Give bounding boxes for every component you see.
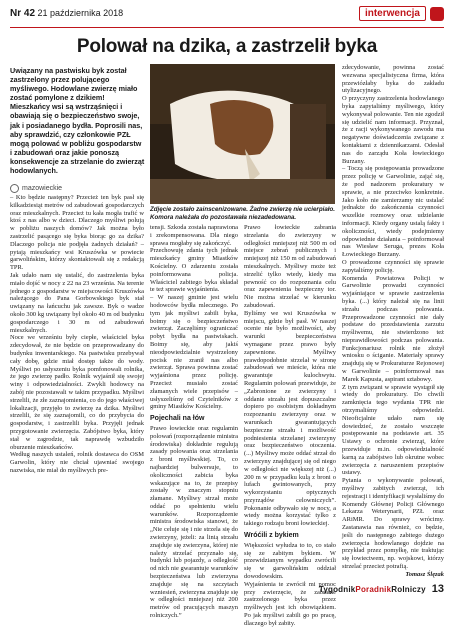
brand-part: Rolniczy <box>391 584 426 594</box>
paragraph: Jak udało nam się ustalić, do zastrzelenia byka miało dojść w nocy z 22 na 23 września. Na terenie jednego z gospodarstw w miejscowości Kruszówka należącego do Pana Gorbowskiego byk stał uwiązany na łańcuchu jak zawsze. Byk o wadze około 300 kg uwiązany był około 40 m od budynku gospodarczego i 30 m od zabudowań mieszkalnych. <box>10 271 144 334</box>
photo-caption: Zdjęcie zostało zainscenizowane. Żadne zwierzę nie ucierpiało. Komora należała do pozostawała niezadedowana. <box>150 206 335 221</box>
page-header <box>10 6 444 26</box>
region-tag <box>10 184 62 193</box>
paragraph: – Toczą się postępowania prowadzone przez policję w Garwolinie, zająć się, że pod nadzorem prokuratury w sprawie, a nie przeciwko konkretnie. Jako koło nie zamierzamy nic ustalać jednakże do zakończenia czynności wszelkie rozmowy oraz udzielanie informacji. Kiedy organy ustalą fakty i okoliczności, wtedy podejmiemy odpowiednie działania – poinformował nas Wiesław Seruga, prezes Koła Łowieckiego Burzany. <box>342 165 444 259</box>
page-footer <box>319 583 444 595</box>
issue-date: 21 października 2018 <box>37 8 124 18</box>
column-4 <box>342 64 444 579</box>
paragraph: Według naszych ustaleń, rolnik dostawca do OSM Garwolin, który nie chciał ujawniać swojego nazwiska, nie miał do myśliwych pre- <box>10 451 144 474</box>
column-3 <box>244 224 336 628</box>
paragraph: Z tym związani w sprawie wystąpił się wtedy do prokuratury. Do chwili zamknięcia tego wydania TPR nie otrzymaliśmy odpowiedzi. Nieoficjalnie udało nam się dowiedzieć, że zostało wszczęte postępowanie na podstawie art. 35 Ustawy o ochronie zwierząt, które przewiduje m.in. odpowiedzialność karną za zabójstwo lub okrutne wobec zwierzęcia z naruszeniem przepisów ustawy. <box>342 383 444 477</box>
column-2 <box>150 224 238 620</box>
paragraph: – Kto będzie następny? Przecież ten byk pasł się kilkadziesiąt metrów od zabudowań gospodarczych oraz mieszkalnych. Przecież tu kała mogła trafić w ktoś z nas albo w dzieci. Dlaczego myśliwi polują w pobliżu naszych domów? Jak można było zastrzelić pasącego się byka biorąc go za dzika? Dlaczego policja nie podjęła żadnych działań? – pytają mieszkańcy wsi Kruszówka w powiecie garwolińskim, którzy skontaktowali się z redakcją TPR. <box>10 194 144 272</box>
page-number: 13 <box>431 583 444 595</box>
column-1 <box>10 194 144 475</box>
paragraph: – W naszej gminie jest wielu hodowców bydła mlecznego. Po tym jak myśliwi zabili byka, boimy się o bezpieczeństwo zwierząt. Zaczęliśmy ograniczać pobyt bydła na pastwiskach. Boimy się, aby jakiś nieodpowiedzialnie wystrzelony pocisk nie zranił nas albo zwierząt. Sprawa powinna zostać wyjaśniona przez policję. Przecież musiało zostać złamanych wiele przepisów – usłyszeliśmy od Czytelników z gminy Miastków Kościelny. <box>150 294 238 411</box>
paragraph: O przyczyny zastrzelenia hodowlanego byka zapytaliśmy myśliwego, który wykonywał polowanie. Ten nie zgodził się udzielić nam informacji. Przyznał, że z racji wykonywanego zawodu ma negatywne doświadczenia związane z kontaktami z dziennikarzami. Odesłał nas do zarządu Koła łowieckiego Burzany. <box>342 95 444 165</box>
location-icon <box>10 184 19 193</box>
brand-part: Poradnik <box>355 584 392 594</box>
subheading: Pojechali na łów <box>150 415 205 423</box>
paragraph: Większości wyłudza to to, co stało się ze zabitym bykiem. W przewidzianym wypadku zwrócili się w garwolińskim oddział dowodowskim. <box>244 541 336 581</box>
paragraph: Noce we wrześniu były ciepłe, właściciel byka zdecydował, że nie będzie on przeprowadzany do budynku inwentarskiego. Na pastwisku przebywał cały dobę, gdzie miał dostęp także do wody. Myśliwi po usłyszeniu byka pomfonowali rolnika, że jego zwierzę padło. Rolnik wyjaśnił się swojej winy i odpowiedzialności. Zwykli hodowcy na zabój nie pozostawali w takim przypadku. Myśliwi strzelili, że złe zaznajomienia, co do jego właściwej lokalizacji, przyjęło to zwierzę za dzika. Myśliwi strzelili, że się zaznajomili, co do przybycia do gospodarstw, i zastrzelili byka. Przyjęli jednak przygotowanie zwierzęcia. Zabójstwo byka, który stał w zagrodzie, tak naprawdę wzbudziło oburzenie mieszkańców. <box>10 334 144 451</box>
paragraph: Prawo łowieckie zabrania strzelania do zwierzyny w odległości mniejszej niż 500 m od miejsce zebrań publicznych i mniejszej niż 150 m od zabudowań mieszkalnych. Myśliwy może też strzelić tylko wtedy, kiedy ma pewność co do rozpoznania celu oraz zapewnienia bezpieczny tor. Nie można strzelać w kierunku zabudowań. <box>244 224 336 309</box>
region-label: mazowieckie <box>22 185 63 192</box>
article-photo <box>150 64 335 204</box>
paragraph: tensji. Szkoda została naprawiona i zrekompensowana. Dla niego sprawa mogłaby się zakończyć. <box>150 224 238 247</box>
subheading: Wróćili z bykiem <box>244 532 299 540</box>
paragraph: zdecydowanie, powinna zostać wezwana specjalistyczna firma, która przewiózłaby byka do zakładu utylizacyjnego. <box>342 64 444 95</box>
paragraph: Komenda Powiatowa Policji w Garwolinie prowadzi czynności wyjaśniające w sprawie zastrzelenia byka. (...) który należał się na linii strzału podczas polowania. Przeprowadzone czynności nie dały podstaw do przedstawienia zarzutu myśliwemu, nie stwierdzono też nieprawidłowości podczas polowania. Funkcjonariusz rolnik nie złożył wniosku o ściganie. Materiały sprawy znajdują się w Prokuraturze Rejonowej w Garwolinie – poinformował nas Marek Kapusta, aspirant sztabowy. <box>342 274 444 383</box>
author-signature: Tomasz Ślęzak <box>405 570 444 578</box>
section-logo-icon <box>430 7 444 21</box>
section-tag <box>359 6 444 21</box>
paragraph: Byliśmy we wsi Kruszówka w miejscu, gdzie był pasł. W naszej ocenie nie było możliwości, aby warunki bezpieczeństwa wymagane przez prawo były zapewnione. Myśliwy prawdopodobnie strzelał w stronę zabudowań we mieście, która nie gwarantuje kulochwytu. Regulamin polowań przewiduje, że „Zabronione ze zwierzyny i oddanie strzału jest dopuszczalne dopiero po osobistym dokładnym rozpoznaniu zwierzyny oraz w warunkach gwarantujących bezpieczne strzału i możliwość podniesienia strzelanej zwierzyny oraz bezpieczeństwo otoczenia. (...) Myśliwy może oddać strzał do zwierzyny znajdującej się od niego w odległości nie większej niż (...) 200 m w przypadku kulą z broni o lufach gwintowanych, przy wykorzystaniu optycznych przyrządów celowniczych”. Pokonanie odbywało się w nocy, a wtedy można korzystać tylko z takiego rodzaju broni łowieckiej. <box>244 309 336 528</box>
article-headline: Polował na dzika, a zastrzelił byka <box>76 36 378 57</box>
section-label: interwencja <box>359 6 426 21</box>
issue-info <box>10 8 123 19</box>
paragraph: Wyjaśnienia te zwrócił mi pomoc przy zwierzęcie, że zabranie zastrzelonego byka przez myśliwych jest ich obowiązkiem. Po jak myśliwi zabili go po pracę, dlaczego był zabity. <box>244 580 336 627</box>
issue-number: Nr 42 <box>10 8 36 19</box>
header-divider <box>10 27 444 28</box>
paragraph: Prawo łowieckie oraz regulamin polowań (rozporządzenie ministra środowiska) dokładnie regulują zasady polowania oraz strzelania z broni myśliwskiej. To, co najbardziej bulwersuje, to okoliczności zabicia byka wskazujące na to, że przepisy zostały w znaczym stopniu złamane. Myśliwy strzał może oddać po spełnieniu wielu warunków. Rozporządzenie ministra środowiska stanowi, że „Nie celuje się i nie strzela się do zwierzyny, jeżeli: za linią strzału znajduje się zwierzyna, której nie należy strzelać przyznało się, budynki lub pojazdy, a odległość od nich nie gwarantuje warunków bezpieczeństwa lub zwierzyna znajduje się na szczytach wzniesień, zwierzyna znajduje się w odległości mniejszej niż 200 metrów od pracujących maszyn rolniczych.” <box>150 424 238 620</box>
paragraph: Pytania o wykonywanie polowań, myśliwy zabitych zwierząt, ich rejestracji i identyfikacji wysłaliśmy do Komendy Głównej Policji Głównego Lekarza Weterynarii, PZŁ oraz ARiMR. Do sprawy wrócimy. Zastanawia nas również, co będzie, jeśli do następnego zabitego dużego zwierzęcia hodowlanego dojdzie na przykład przez pomyłkę, nie traktując się łowiectwem, np. wojskowi, którzy strzelać przecież potrafią. <box>342 477 444 570</box>
paragraph: Przechowuję zdania tych jednak mieszkańcy gminy Miastków Kościelny. O zdarzeniu została poinformowana policja. Właściciel zabitego byka składał te też sprawie wyjaśnienia. <box>150 247 238 294</box>
paragraph: O prowadzone czynności się sprawie zapytaliśmy policję. <box>342 258 444 274</box>
article-lead: Uwiązany na pastwisku byk został zastrzelony przez polującego myśliwego. Hodowlane zwierzę miało zostać pomylone z dzikiem! Mieszkańcy wsi są wstrząśnięci i obawiają się o bezpieczeństwo swoje, jak i posiadanego bydła. Poprosili nas, aby sprawdzić, czy członkowie PZŁ mogą polować w pobliżu gospodarstw i zabudowań oraz jakie ponoszą konsekwencje za strzelanie do zwierząt hodowlanych. <box>10 66 145 176</box>
brand-part: Tygodnik <box>318 584 356 594</box>
publication-name <box>319 585 426 594</box>
